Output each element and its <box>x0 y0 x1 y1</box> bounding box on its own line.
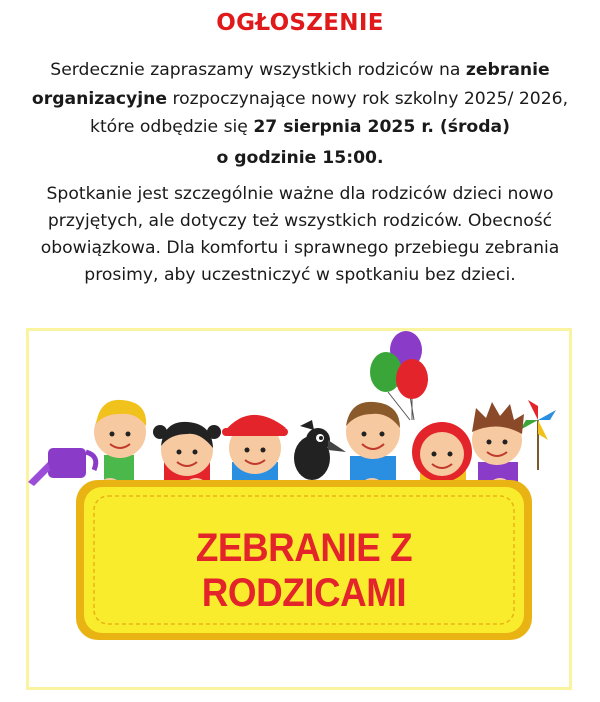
child-5 <box>412 422 472 490</box>
meeting-time: o godzinie 15:00. <box>216 148 384 168</box>
meeting-type: zebranie organizacyjne <box>31 60 550 109</box>
notice-title: OGŁOSZENIE <box>216 10 384 36</box>
crow-icon <box>294 420 346 480</box>
banner-text: ZEBRANIE Z RODZICAMI <box>195 526 413 615</box>
pinwheel-icon <box>520 400 556 470</box>
child-1 <box>94 400 146 485</box>
meeting-date: 27 sierpnia 2025 r. (środa) <box>253 117 510 137</box>
child-4 <box>346 402 400 486</box>
watering-can-icon <box>28 448 96 486</box>
body-paragraph: Spotkanie jest szczególnie ważne dla rodziców dzieci nowo przyjętych, ale dotyczy też wszystkich rodziców. Obecność obowiązkowa. Dla komfortu i sprawnego przebiegu zebrania prosimy, aby uczestniczyć w spotkaniu bez dzieci. <box>40 184 560 285</box>
intro-text-1: Serdecznie zapraszamy wszystkich rodziców na <box>50 60 466 80</box>
intro-text-2: rozpoczynające nowy rok szkolny 2025/ 2026, które odbędzie się <box>89 88 569 137</box>
